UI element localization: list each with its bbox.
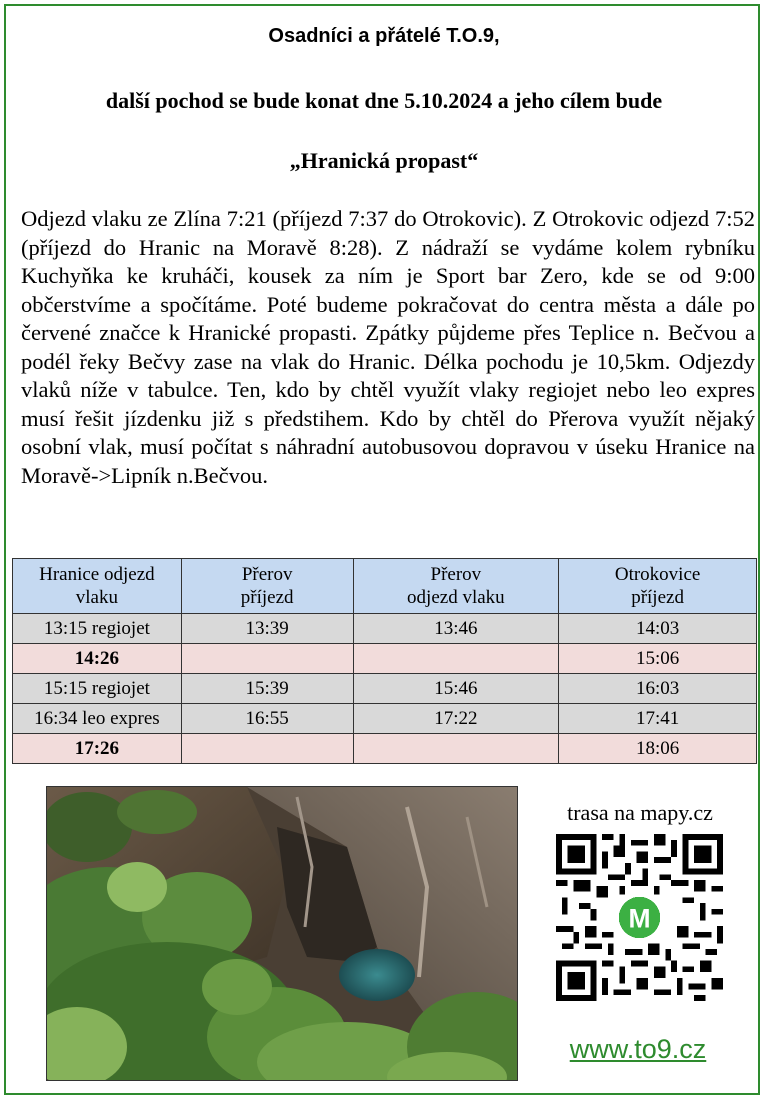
header-prerov-departure: Přerov odjezd vlaku: [353, 559, 559, 614]
table-row: [13, 734, 757, 764]
table-cell: 13:46: [353, 614, 559, 644]
table-cell: 13:39: [181, 614, 353, 644]
table-cell: 15:15 regiojet: [13, 674, 182, 704]
header-hranice-departure: Hranice odjezd vlaku: [13, 559, 182, 614]
table-cell: 14:03: [559, 614, 757, 644]
table-cell: 15:46: [353, 674, 559, 704]
table-row: [13, 644, 757, 674]
table-cell: 18:06: [559, 734, 757, 764]
header-otrokovice-arrival: Otrokovice příjezd: [559, 559, 757, 614]
table-cell: 17:22: [353, 704, 559, 734]
header-prerov-arrival: Přerov příjezd: [181, 559, 353, 614]
table-cell: 17:26: [13, 734, 182, 764]
train-timetable: [12, 558, 757, 764]
mapy-logo-letter: M: [628, 903, 651, 934]
table-cell: 16:03: [559, 674, 757, 704]
table-cell: 14:26: [13, 644, 182, 674]
table-cell: [181, 734, 353, 764]
table-cell: [353, 734, 559, 764]
abyss-photo: [46, 786, 518, 1081]
abyss-photo-image: [47, 787, 518, 1081]
table-cell: 13:15 regiojet: [13, 614, 182, 644]
description-paragraph: Odjezd vlaku ze Zlína 7:21 (příjezd 7:37 do Otrokovic). Z Otrokovic odjezd 7:52 (příjezd do Hranic na Moravě 8:28). Z nádraží se vydáme kolem rybníku Kuchyňka ke kruháči, kousek za ním je Sport bar Zero, kde se od 9:00 občerstvíme a spočítáme. Poté budeme pokračovat do centra města a dále po červené značce k Hranické propasti. Zpátky půjdeme přes Teplice n. Bečvou a podél řeky Bečvy zase na vlak do Hranic. Délka pochodu je 10,5km. Odjezdy vlaků níže v tabulce. Ten, kdo by chtěl využít vlaky regiojet nebo leo expres musí řešit jízdenku již s předstihem. Kdo by chtěl do Přerova využít nějaký osobní vlak, musí počítat s náhradní autobusovou dopravou v úseku Hranice na Moravě->Lipník n.Bečvou.: [21, 206, 755, 488]
table-cell: 16:34 leo expres: [13, 704, 182, 734]
table-cell: 17:41: [559, 704, 757, 734]
destination-title: „Hranická propast“: [289, 148, 479, 173]
greeting-title: Osadníci a přátelé T.O.9,: [268, 25, 500, 47]
qr-code-image[interactable]: [556, 834, 723, 1001]
table-cell: [181, 644, 353, 674]
table-row: [13, 704, 757, 734]
table-row: [13, 614, 757, 644]
table-cell: 15:06: [559, 644, 757, 674]
table-cell: 15:39: [181, 674, 353, 704]
event-date-line: další pochod se bude konat dne 5.10.2024 a jeho cílem bude: [105, 88, 663, 113]
table-row: [13, 674, 757, 704]
timetable-header-row: [13, 559, 757, 614]
website-link[interactable]: www.to9.cz: [569, 1034, 707, 1064]
route-label: trasa na mapy.cz: [567, 800, 713, 825]
table-cell: [353, 644, 559, 674]
table-cell: 16:55: [181, 704, 353, 734]
